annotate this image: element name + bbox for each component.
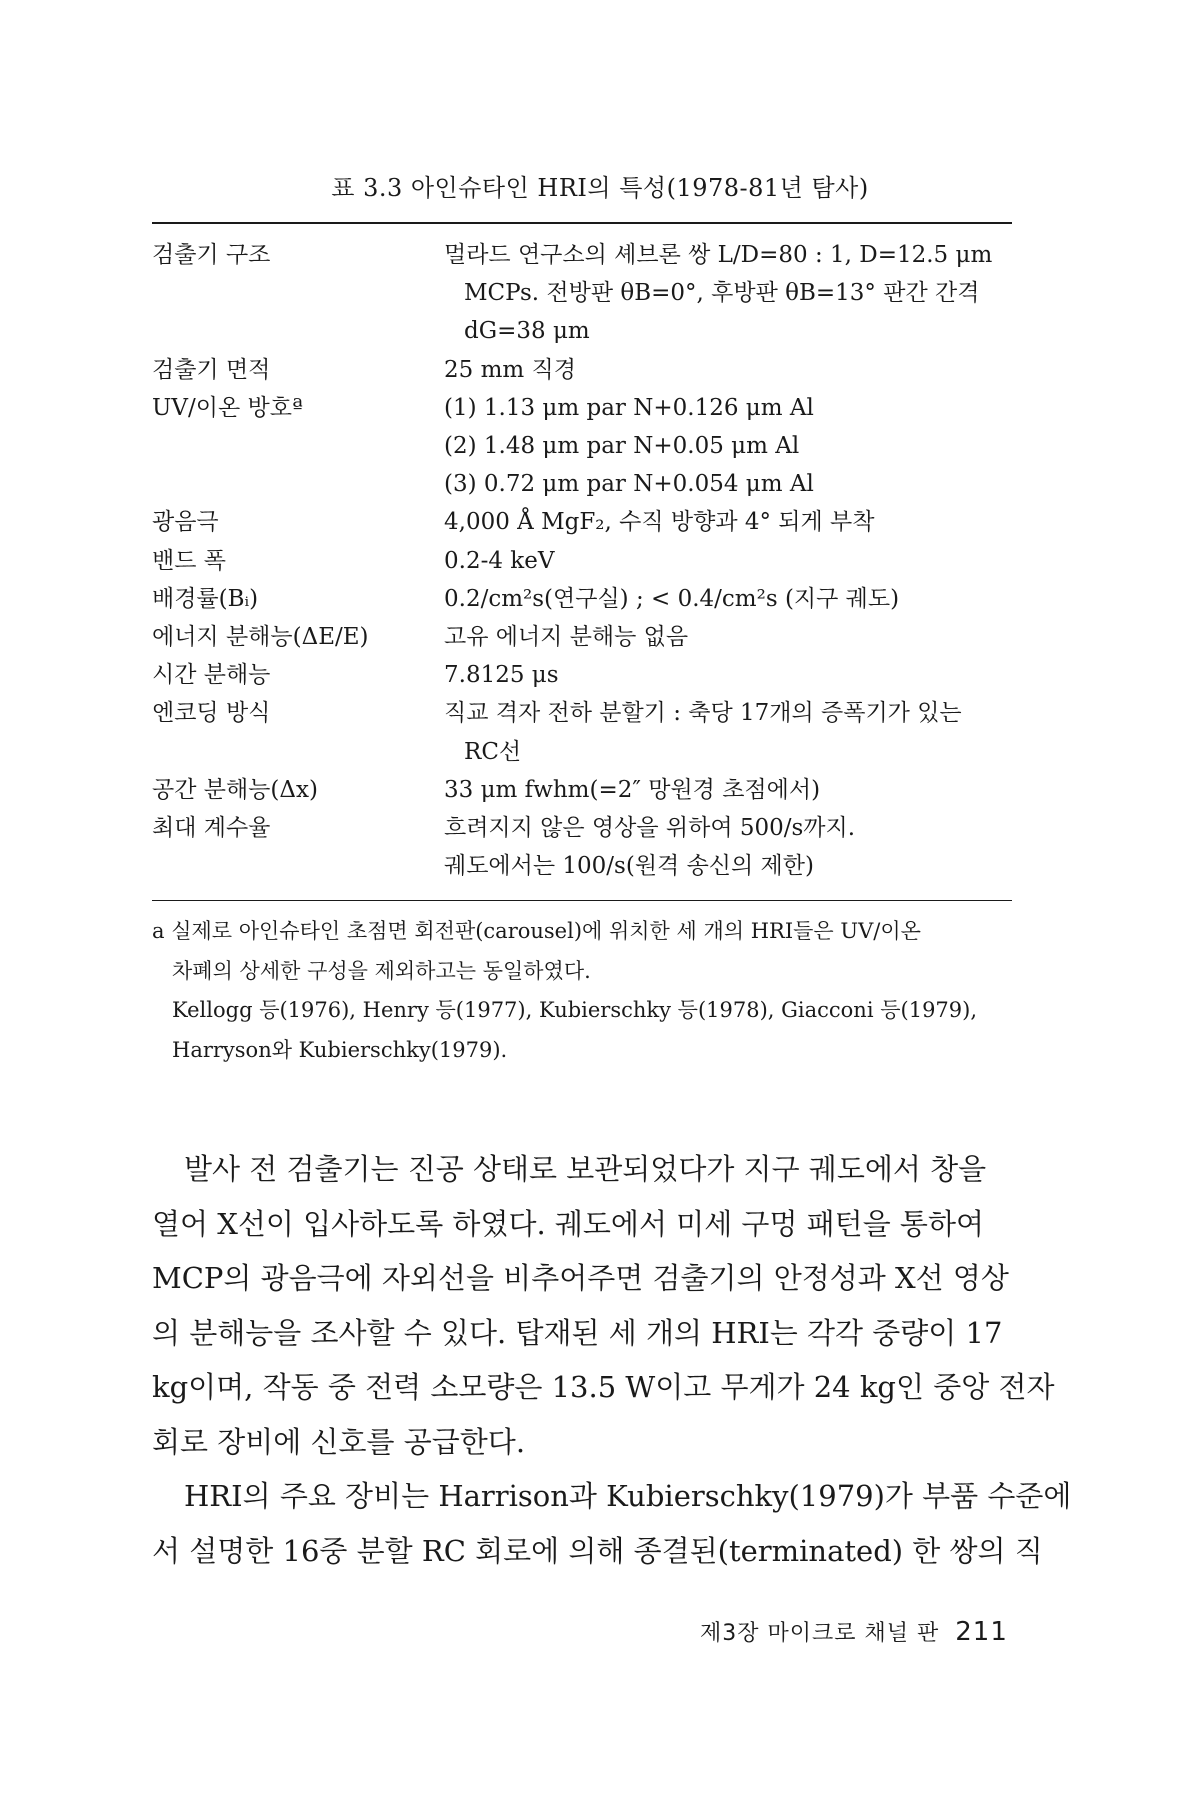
row-value bbox=[444, 656, 1012, 694]
table-row bbox=[152, 542, 1012, 580]
value-line: 25 mm 직경 bbox=[444, 356, 576, 383]
table-row bbox=[152, 694, 1012, 770]
row-label: 검출기 면적 bbox=[152, 356, 271, 383]
table-row bbox=[152, 389, 1012, 504]
table-footnote bbox=[152, 912, 1012, 1070]
page-number: 211 bbox=[955, 1617, 1008, 1647]
row-label: 배경률(Bᵢ) bbox=[152, 585, 259, 612]
footnote-line: a 실제로 아인슈타인 초점면 회전판(carousel)에 위치한 세 개의 HRI들은 UV/이온 bbox=[152, 919, 921, 943]
chapter-title: 제3장 마이크로 채널 판 bbox=[700, 1621, 940, 1646]
paragraph-line: 서 설명한 16중 분할 RC 회로에 의해 종결된(terminated) 한 쌍의 직 bbox=[152, 1533, 1043, 1568]
table-row bbox=[152, 771, 1012, 809]
row-value bbox=[444, 503, 1012, 541]
value-line: (1) 1.13 μm par N+0.126 μm Al bbox=[444, 394, 814, 421]
row-label: 에너지 분해능(ΔE/E) bbox=[152, 624, 369, 651]
row-value bbox=[444, 771, 1012, 809]
row-value bbox=[444, 618, 1012, 656]
value-line: 0.2-4 keV bbox=[444, 547, 555, 574]
value-line: 0.2/cm²s(연구실) ; < 0.4/cm²s (지구 궤도) bbox=[444, 585, 900, 612]
table-row bbox=[152, 580, 1012, 618]
row-value bbox=[444, 809, 1012, 885]
value-line: (3) 0.72 μm par N+0.054 μm Al bbox=[444, 471, 814, 498]
row-value bbox=[444, 351, 1012, 389]
row-label: 광음극 bbox=[152, 509, 219, 536]
value-line: 7.8125 μs bbox=[444, 662, 559, 689]
paragraph-line: 열어 X선이 입사하도록 하였다. 궤도에서 미세 구멍 패턴을 통하여 bbox=[152, 1206, 984, 1241]
row-value bbox=[444, 694, 1012, 770]
paragraph-line: MCP의 광음극에 자외선을 비추어주면 검출기의 안정성과 X선 영상 bbox=[152, 1261, 1009, 1295]
footnote-line: Harryson와 Kubierschky(1979). bbox=[172, 1037, 508, 1062]
value-line: 멀라드 연구소의 셰브론 쌍 L/D=80 : 1, D=12.5 μm bbox=[444, 242, 993, 268]
value-line: (2) 1.48 μm par N+0.05 μm Al bbox=[444, 433, 800, 460]
table-row bbox=[152, 618, 1012, 656]
spec-table bbox=[152, 236, 1012, 885]
value-line: 고유 에너지 분해능 없음 bbox=[444, 624, 689, 651]
row-label: 최대 계수율 bbox=[152, 815, 271, 842]
footnote-line: Kellogg 등(1976), Henry 등(1977), Kubierschky 등(1978), Giacconi 등(1979), bbox=[172, 998, 978, 1022]
row-value bbox=[444, 542, 1012, 580]
row-label: 엔코딩 방식 bbox=[152, 700, 271, 727]
value-line: 4,000 Å MgF₂, 수직 방향과 4° 되게 부착 bbox=[444, 509, 875, 536]
value-line: 흐려지지 않은 영상을 위하여 500/s까지. bbox=[444, 815, 856, 842]
row-value bbox=[444, 389, 1012, 504]
table-row bbox=[152, 236, 1012, 351]
paragraph-line: 발사 전 검출기는 진공 상태로 보관되었다가 지구 궤도에서 창을 bbox=[184, 1152, 987, 1186]
value-line: MCPs. 전방판 θB=0°, 후방판 θB=13° 판간 간격 bbox=[464, 280, 980, 307]
value-line: dG=38 μm bbox=[464, 318, 590, 345]
paragraph-line: kg이며, 작동 중 전력 소모량은 13.5 W이고 무게가 24 kg인 중앙 전자 bbox=[152, 1370, 1055, 1404]
row-label: 공간 분해능(Δx) bbox=[152, 776, 318, 803]
row-label: 검출기 구조 bbox=[152, 242, 271, 268]
table-row bbox=[152, 351, 1012, 389]
row-label: 밴드 폭 bbox=[152, 547, 226, 574]
table-bottom-rule bbox=[152, 900, 1012, 901]
row-value bbox=[444, 580, 1012, 618]
paragraph-line: 회로 장비에 신호를 공급한다. bbox=[152, 1424, 526, 1459]
row-label: 시간 분해능 bbox=[152, 662, 271, 689]
paragraph-line: HRI의 주요 장비는 Harrison과 Kubierschky(1979)가 부품 수준에 bbox=[184, 1479, 1072, 1513]
footnote-line: 차폐의 상세한 구성을 제외하고는 동일하였다. bbox=[172, 958, 591, 983]
table-row bbox=[152, 809, 1012, 885]
page-footer bbox=[700, 1616, 1008, 1647]
table-row bbox=[152, 503, 1012, 541]
row-label: UV/이온 방호ª bbox=[152, 394, 303, 421]
paragraph-line: 의 분해능을 조사할 수 있다. 탑재된 세 개의 HRI는 각각 중량이 17 bbox=[152, 1315, 1003, 1350]
row-value bbox=[444, 236, 1012, 351]
value-line: 궤도에서는 100/s(원격 송신의 제한) bbox=[444, 853, 814, 880]
body-text bbox=[152, 1142, 1072, 1578]
table-caption: 표 3.3 아인슈타인 HRI의 특성(1978-81년 탐사) bbox=[331, 174, 869, 202]
table-row bbox=[152, 656, 1012, 694]
value-line: RC선 bbox=[464, 738, 522, 765]
value-line: 33 μm fwhm(=2″ 망원경 초점에서) bbox=[444, 776, 821, 803]
table-top-rule bbox=[152, 222, 1012, 224]
value-line: 직교 격자 전하 분할기 : 축당 17개의 증폭기가 있는 bbox=[444, 700, 962, 727]
